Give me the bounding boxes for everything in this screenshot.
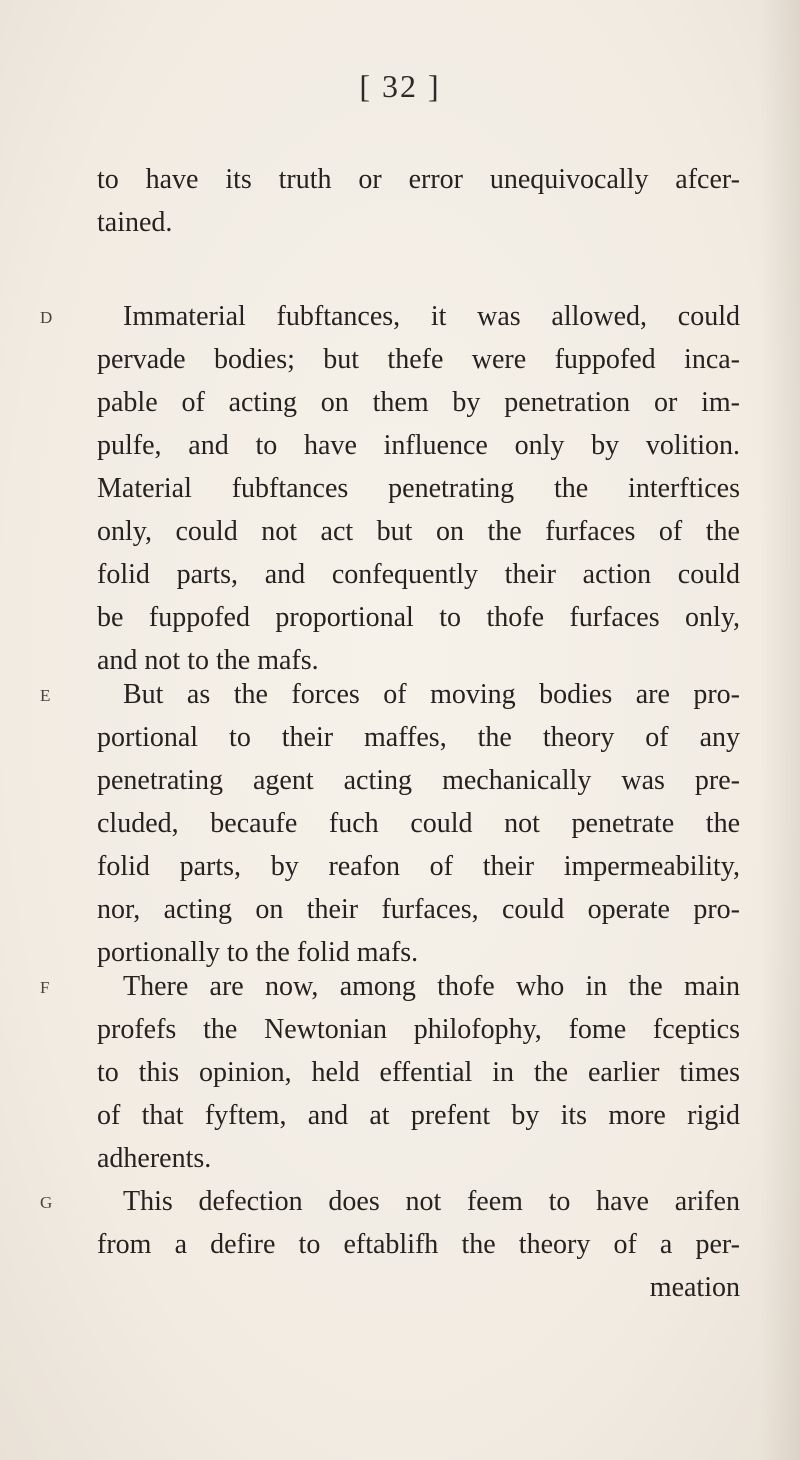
text-line: Material fubftances penetrating the interftices (97, 473, 740, 504)
marginal-letter-d: D (40, 308, 53, 327)
text-line: of that fyftem, and at prefent by its more rigid (97, 1100, 740, 1131)
text-line: tained. (97, 207, 173, 238)
text-line: cluded, becaufe fuch could not penetrate the (97, 808, 740, 839)
text-line: penetrating agent acting mechanically was pre- (97, 765, 740, 796)
text-line: only, could not act but on the furfaces of the (97, 516, 740, 547)
paragraph-continuation (97, 158, 740, 244)
text-line: from a defire to eftablifh the theory of a per- (97, 1229, 740, 1260)
text-line: portionally to the folid mafs. (97, 937, 419, 968)
text-line: to this opinion, held effential in the earlier times (97, 1057, 740, 1088)
paragraph-f (97, 965, 740, 1180)
text-line: to have its truth or error unequivocally afcer- (97, 164, 740, 195)
marginal-letter-f: F (40, 978, 50, 997)
text-line: There are now, among thofe who in the main (123, 971, 740, 1002)
text-line: pervade bodies; but thefe were fuppofed inca- (97, 344, 740, 375)
text-line: and not to the mafs. (97, 645, 319, 676)
text-line: folid parts, and confequently their action could (97, 559, 740, 590)
text-line: nor, acting on their furfaces, could operate pro- (97, 894, 740, 925)
page-edge-shadow (760, 0, 800, 1460)
text-line: adherents. (97, 1143, 212, 1174)
text-line: folid parts, by reafon of their impermeability, (97, 851, 740, 882)
text-line: Immaterial fubftances, it was allowed, could (123, 301, 740, 332)
text-line: But as the forces of moving bodies are pro- (123, 679, 740, 710)
marginal-letter-e: E (40, 686, 51, 705)
text-line: be fuppofed proportional to thofe furfaces only, (97, 602, 740, 633)
paragraph-e (97, 673, 740, 974)
catchword: meation (649, 1272, 740, 1303)
paragraph-g (97, 1180, 740, 1309)
paragraph-d (97, 295, 740, 682)
page-number: [ 32 ] (359, 68, 441, 104)
text-line: portional to their maffes, the theory of any (97, 722, 740, 753)
text-line: pulfe, and to have influence only by volition. (97, 430, 740, 461)
text-line: pable of acting on them by penetration or im- (97, 387, 740, 418)
text-line: profefs the Newtonian philofophy, fome fceptics (97, 1014, 740, 1045)
text-line: This defection does not feem to have arifen (123, 1186, 740, 1217)
marginal-letter-g: G (40, 1193, 53, 1212)
